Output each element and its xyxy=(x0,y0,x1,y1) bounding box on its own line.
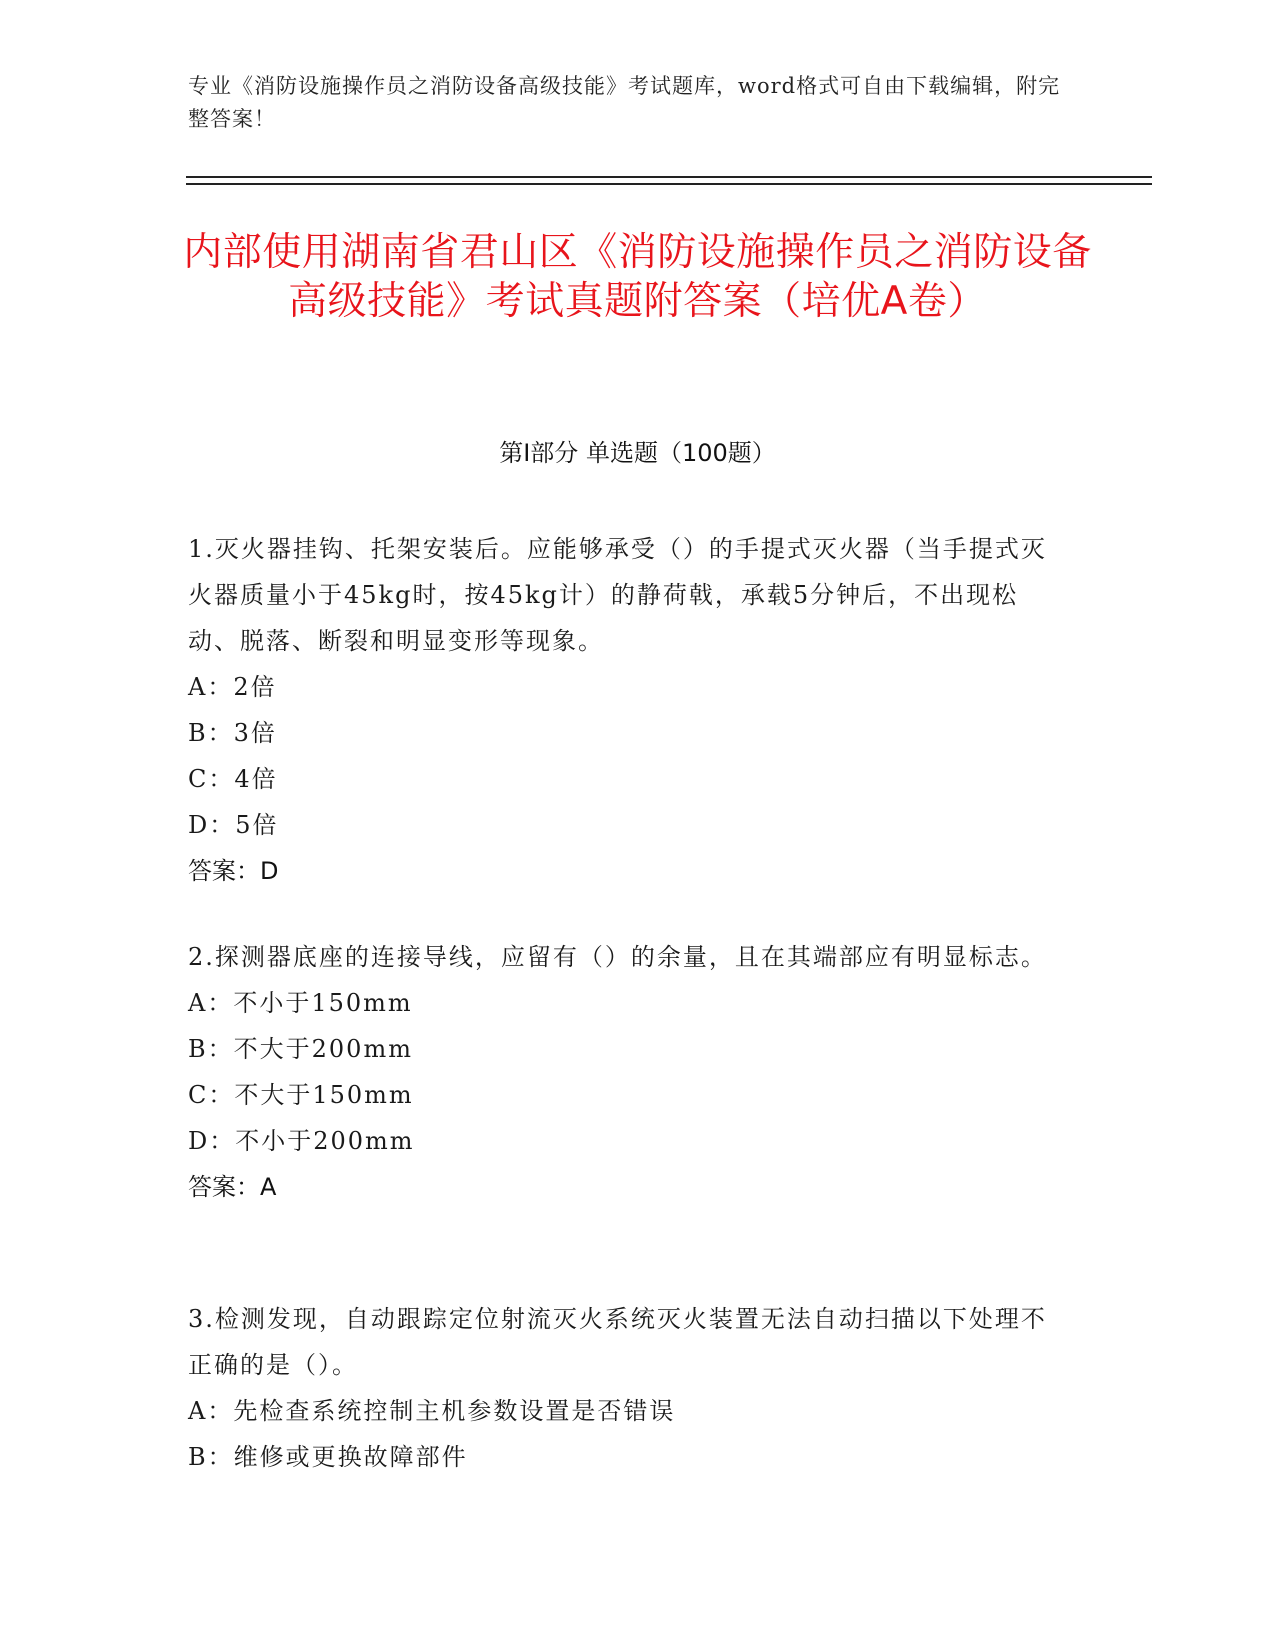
question-2 xyxy=(188,934,1068,1210)
option-d: D：不小于200mm xyxy=(188,1127,415,1155)
option-a: A：2倍 xyxy=(188,673,277,701)
option-c: C：4倍 xyxy=(188,765,278,793)
option-b: B：维修或更换故障部件 xyxy=(188,1443,468,1471)
option-a: A：不小于150mm xyxy=(188,989,413,1017)
header-divider-top xyxy=(186,176,1152,178)
question-stem: 2.探测器底座的连接导线，应留有（）的余量，且在其端部应有明显标志。 xyxy=(188,943,1047,971)
question-stem: 1.灭火器挂钩、托架安装后。应能够承受（）的手提式灭火器（当手提式灭火器质量小于45kg时，按45kg计）的静荷戟，承载5分钟后，不出现松动、脱落、断裂和明显变形等现象。 xyxy=(188,535,1047,655)
answer-line: 答案：D xyxy=(188,857,279,885)
option-c: C：不大于150mm xyxy=(188,1081,414,1109)
option-a: A：先检查系统控制主机参数设置是否错误 xyxy=(188,1397,676,1425)
question-stem: 3.检测发现，自动跟踪定位射流灭火系统灭火装置无法自动扫描以下处理不正确的是（）。 xyxy=(188,1305,1047,1379)
header-note: 专业《消防设施操作员之消防设备高级技能》考试题库，word格式可自由下载编辑，附完整答案！ xyxy=(188,74,1061,131)
question-3 xyxy=(188,1296,1068,1480)
header-divider-bottom xyxy=(186,183,1152,185)
document-title: 内部使用湖南省君山区《消防设施操作员之消防设备高级技能》考试真题附答案（培优A卷） xyxy=(183,230,1092,324)
section-heading: 第I部分 单选题（100题） xyxy=(499,439,776,467)
question-1 xyxy=(188,526,1068,894)
option-b: B：不大于200mm xyxy=(188,1035,413,1063)
option-d: D：5倍 xyxy=(188,811,279,839)
answer-line: 答案：A xyxy=(188,1173,277,1201)
option-b: B：3倍 xyxy=(188,719,277,747)
